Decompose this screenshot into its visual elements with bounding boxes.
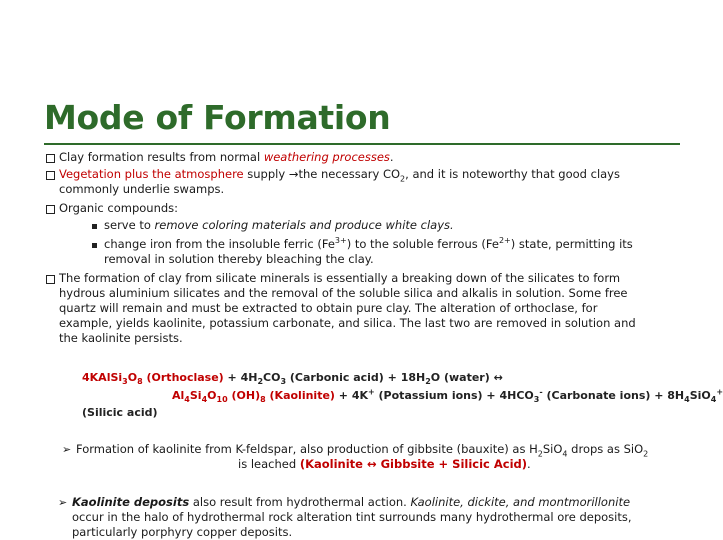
checkbox-bullet-icon <box>46 171 55 180</box>
sub-bullet-coloring: serve to remove coloring materials and produce white clays. <box>104 218 454 232</box>
equation-line2: $Al_4Si_4O_{10}$ $(OH)_8$ (Kaolinite) + 4K+ (Potassium ions) + $4HCO_3^-$ (Carbonate ions) + $8H_4SiO_4^+$ <box>172 387 723 405</box>
square-bullet-icon <box>92 224 97 229</box>
bullet-silicates-l3: quartz will remain and must be extracted to obtain pure clay. The alteration of orthoclase, for <box>59 301 598 315</box>
bullet-silicates-l2: hydrous aluminium silicates and the removal of the soluble silica and alkalis in solution. Some free <box>59 286 628 300</box>
sub-bullet-iron: change iron from the insoluble ferric $(Fe^{3+})$ to the soluble ferrous $(Fe^{2+})$ state, permitting its <box>104 236 633 251</box>
arrow-bullet-icon: ➢ <box>62 443 72 456</box>
bullet-weathering: Clay formation results from normal weathering processes. <box>59 150 394 164</box>
arrow-bullet-kaolinite: Formation of kaolinite from K-feldspar, also production of gibbsite (bauxite) as $H_2SiO_4$ drops as SiO$_2$ <box>76 442 649 459</box>
checkbox-bullet-icon <box>46 205 55 214</box>
bullet-vegetation-line2: commonly underlie swamps. <box>59 182 225 196</box>
bullet-organic: Organic compounds: <box>59 201 179 215</box>
square-bullet-icon <box>92 243 97 248</box>
slide-title: Mode of Formation <box>44 98 391 137</box>
equation-line3: (Silicic acid) <box>82 406 158 419</box>
bullet-silicates-l5: the kaolinite persists. <box>59 331 183 345</box>
checkbox-bullet-icon <box>46 275 55 284</box>
sub-bullet-iron-line2: removal in solution thereby bleaching the clay. <box>104 252 374 266</box>
arrow-bullet-hydrothermal: Kaolinite deposits also result from hydrothermal action. Kaolinite, dickite, and montmorillonite <box>72 495 631 509</box>
arrow-bullet-hydrothermal-line3: particularly porphyry copper deposits. <box>72 525 293 539</box>
arrow-bullet-icon: ➢ <box>58 496 68 509</box>
bullet-vegetation: Vegetation plus the atmosphere supply →the necessary $CO_2$, and it is noteworthy that good clays <box>59 167 620 184</box>
title-underline <box>44 143 680 145</box>
bullet-silicates-l1: The formation of clay from silicate minerals is essentially a breaking down of the silicates to form <box>59 271 621 285</box>
arrow-bullet-hydrothermal-line2: occur in the halo of hydrothermal rock alteration tint surrounds many hydrothermal ore deposits, <box>72 510 632 524</box>
equation-line1: $4KAlSi_3O_8$ (Orthoclase) + $4H_2CO_3$ (Carbonic acid) + $18H_2O$ (water) ↔ <box>82 371 503 387</box>
checkbox-bullet-icon <box>46 154 55 163</box>
bullet-silicates-l4: example, yields kaolinite, potassium carbonate, and silica. The last two are removed in solution and <box>59 316 636 330</box>
arrow-bullet-kaolinite-line2: is leached (Kaolinite ↔ Gibbsite + Silicic Acid). <box>238 457 531 471</box>
